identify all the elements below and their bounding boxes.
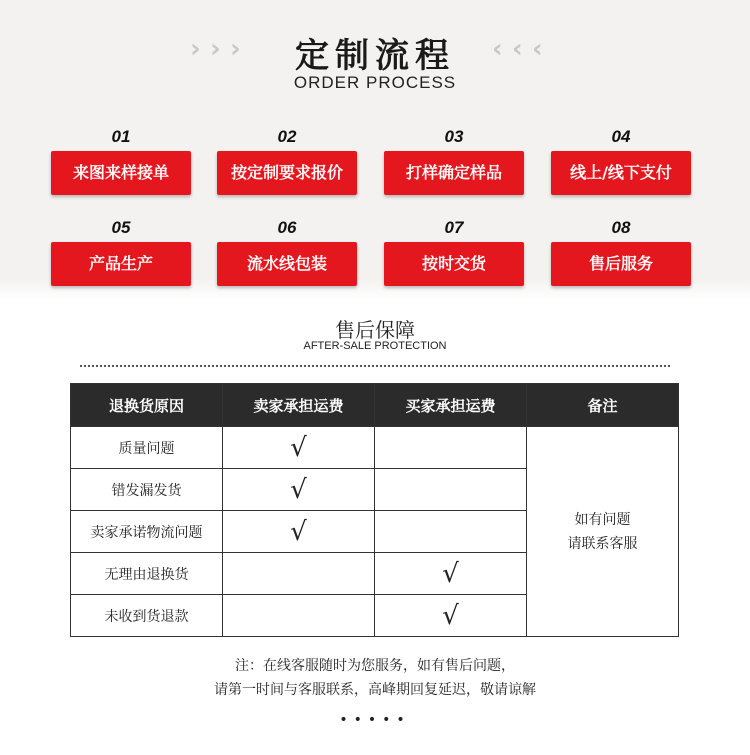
reason-cell: 质量问题 xyxy=(71,427,223,469)
step-number-7: 07 xyxy=(444,218,464,237)
step-button-8[interactable]: 售后服务 xyxy=(551,242,691,286)
check-icon: √ xyxy=(290,516,307,547)
dotted-divider xyxy=(80,365,670,367)
footnote-line-1: 注：在线客服随时为您服务，如有售后问题， xyxy=(235,658,515,674)
footnote-line-2: 请第一时间与客服联系，高峰期回复延迟，敬请谅解 xyxy=(214,682,536,698)
buyer-cell xyxy=(375,427,527,469)
table-header-row xyxy=(71,384,679,427)
buyer-cell xyxy=(375,469,527,511)
reason-cell: 错发漏发货 xyxy=(71,469,223,511)
section-subtitle: AFTER-SALE PROTECTION xyxy=(303,340,447,352)
note-cell xyxy=(527,427,679,637)
header-seller-pays: 卖家承担运费 xyxy=(223,384,375,427)
step-number-3: 03 xyxy=(444,127,464,146)
seller-cell xyxy=(223,553,375,595)
check-icon: √ xyxy=(442,558,459,589)
step-number-2: 02 xyxy=(277,127,297,146)
buyer-cell xyxy=(375,553,527,595)
step-button-7[interactable]: 按时交货 xyxy=(384,242,524,286)
check-icon: √ xyxy=(290,474,307,505)
check-icon: √ xyxy=(290,432,307,463)
note-line-2: 请联系客服 xyxy=(567,535,638,552)
header-note: 备注 xyxy=(527,384,679,427)
seller-cell xyxy=(223,511,375,553)
step-number-1: 01 xyxy=(111,127,131,146)
step-button-2[interactable]: 按定制要求报价 xyxy=(217,151,357,195)
reason-cell: 无理由退换货 xyxy=(71,553,223,595)
reason-cell: 卖家承诺物流问题 xyxy=(71,511,223,553)
seller-cell xyxy=(223,469,375,511)
after-sale-table xyxy=(70,383,679,637)
bottom-dots: ••••• xyxy=(339,712,411,728)
title-row xyxy=(0,28,750,78)
step-number-4: 04 xyxy=(611,127,631,146)
step-button-5[interactable]: 产品生产 xyxy=(51,242,191,286)
table-row xyxy=(71,427,679,469)
note-line-1: 如有问题 xyxy=(574,511,631,528)
step-number-6: 06 xyxy=(277,218,297,237)
seller-cell xyxy=(223,595,375,637)
page-subtitle: ORDER PROCESS xyxy=(293,73,457,92)
header-buyer-pays: 买家承担运费 xyxy=(375,384,527,427)
left-chevrons-icon: › › › xyxy=(190,34,235,64)
section-title: 售后保障 xyxy=(335,318,415,342)
check-icon: √ xyxy=(442,600,459,631)
step-button-3[interactable]: 打样确定样品 xyxy=(384,151,524,195)
header-reason: 退换货原因 xyxy=(71,384,223,427)
seller-cell xyxy=(223,427,375,469)
step-button-1[interactable]: 来图来样接单 xyxy=(51,151,191,195)
step-number-8: 08 xyxy=(611,218,631,237)
buyer-cell xyxy=(375,595,527,637)
page-title: 定制流程 xyxy=(295,36,455,76)
right-chevrons-icon: ‹ ‹ ‹ xyxy=(492,34,537,64)
step-button-6[interactable]: 流水线包装 xyxy=(217,242,357,286)
reason-cell: 未收到货退款 xyxy=(71,595,223,637)
step-button-4[interactable]: 线上/线下支付 xyxy=(551,151,691,195)
buyer-cell xyxy=(375,511,527,553)
step-number-5: 05 xyxy=(111,218,131,237)
